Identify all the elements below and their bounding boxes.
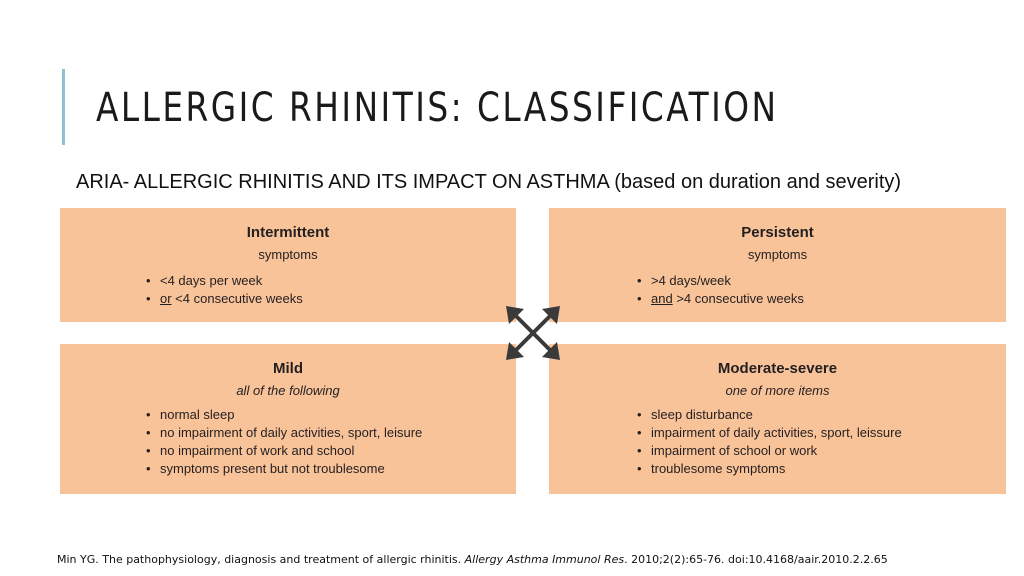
slide-subtitle: ARIA- ALLERGIC RHINITIS AND ITS IMPACT ON ASTHMA (based on duration and severity) bbox=[76, 171, 902, 193]
moderate-severe-subtitle: one of more items bbox=[725, 383, 830, 398]
persistent-box bbox=[549, 208, 1006, 322]
list-item: • no impairment of daily activities, sport, leisure bbox=[146, 424, 422, 442]
underlined-and: and bbox=[651, 291, 673, 306]
list-item: • troublesome symptoms bbox=[637, 460, 902, 478]
moderate-severe-title: Moderate-severe bbox=[717, 360, 838, 377]
mild-title: Mild bbox=[273, 360, 303, 377]
mild-subtitle: all of the following bbox=[236, 383, 340, 398]
persistent-title: Persistent bbox=[741, 224, 814, 241]
list-item: • impairment of school or work bbox=[637, 442, 902, 460]
journal-name: Allergy Asthma Immunol Res bbox=[464, 553, 625, 566]
list-item: • or <4 consecutive weeks bbox=[146, 290, 303, 308]
intermittent-title: Intermittent bbox=[246, 224, 330, 241]
moderate-severe-box bbox=[549, 344, 1006, 494]
list-item: • and >4 consecutive weeks bbox=[637, 290, 804, 308]
list-item: • impairment of daily activities, sport, leissure bbox=[637, 424, 902, 442]
title-accent-bar bbox=[62, 69, 65, 145]
persistent-list bbox=[637, 272, 804, 308]
list-item: • sleep disturbance bbox=[637, 406, 902, 424]
intermittent-box bbox=[60, 208, 516, 322]
mild-box bbox=[60, 344, 516, 494]
mild-list bbox=[146, 406, 422, 478]
four-way-diagonal-arrows-icon bbox=[500, 300, 566, 366]
moderate-severe-list bbox=[637, 406, 902, 478]
list-item: • symptoms present but not troublesome bbox=[146, 460, 422, 478]
list-item: • <4 days per week bbox=[146, 272, 303, 290]
list-item: • normal sleep bbox=[146, 406, 422, 424]
underlined-or: or bbox=[160, 291, 172, 306]
list-item: • >4 days/week bbox=[637, 272, 804, 290]
persistent-subtitle: symptoms bbox=[747, 247, 808, 262]
list-item: • no impairment of work and school bbox=[146, 442, 422, 460]
intermittent-subtitle: symptoms bbox=[258, 247, 318, 262]
citation-footer: Min YG. The pathophysiology, diagnosis and treatment of allergic rhinitis. Allergy Asthma Immunol Res. 2010;2(2):65-76. doi:10.4168/aair.2010.2.2.65 bbox=[57, 553, 888, 566]
intermittent-list bbox=[146, 272, 303, 308]
slide-title: ALLERGIC RHINITIS: CLASSIFICATION bbox=[96, 85, 779, 131]
